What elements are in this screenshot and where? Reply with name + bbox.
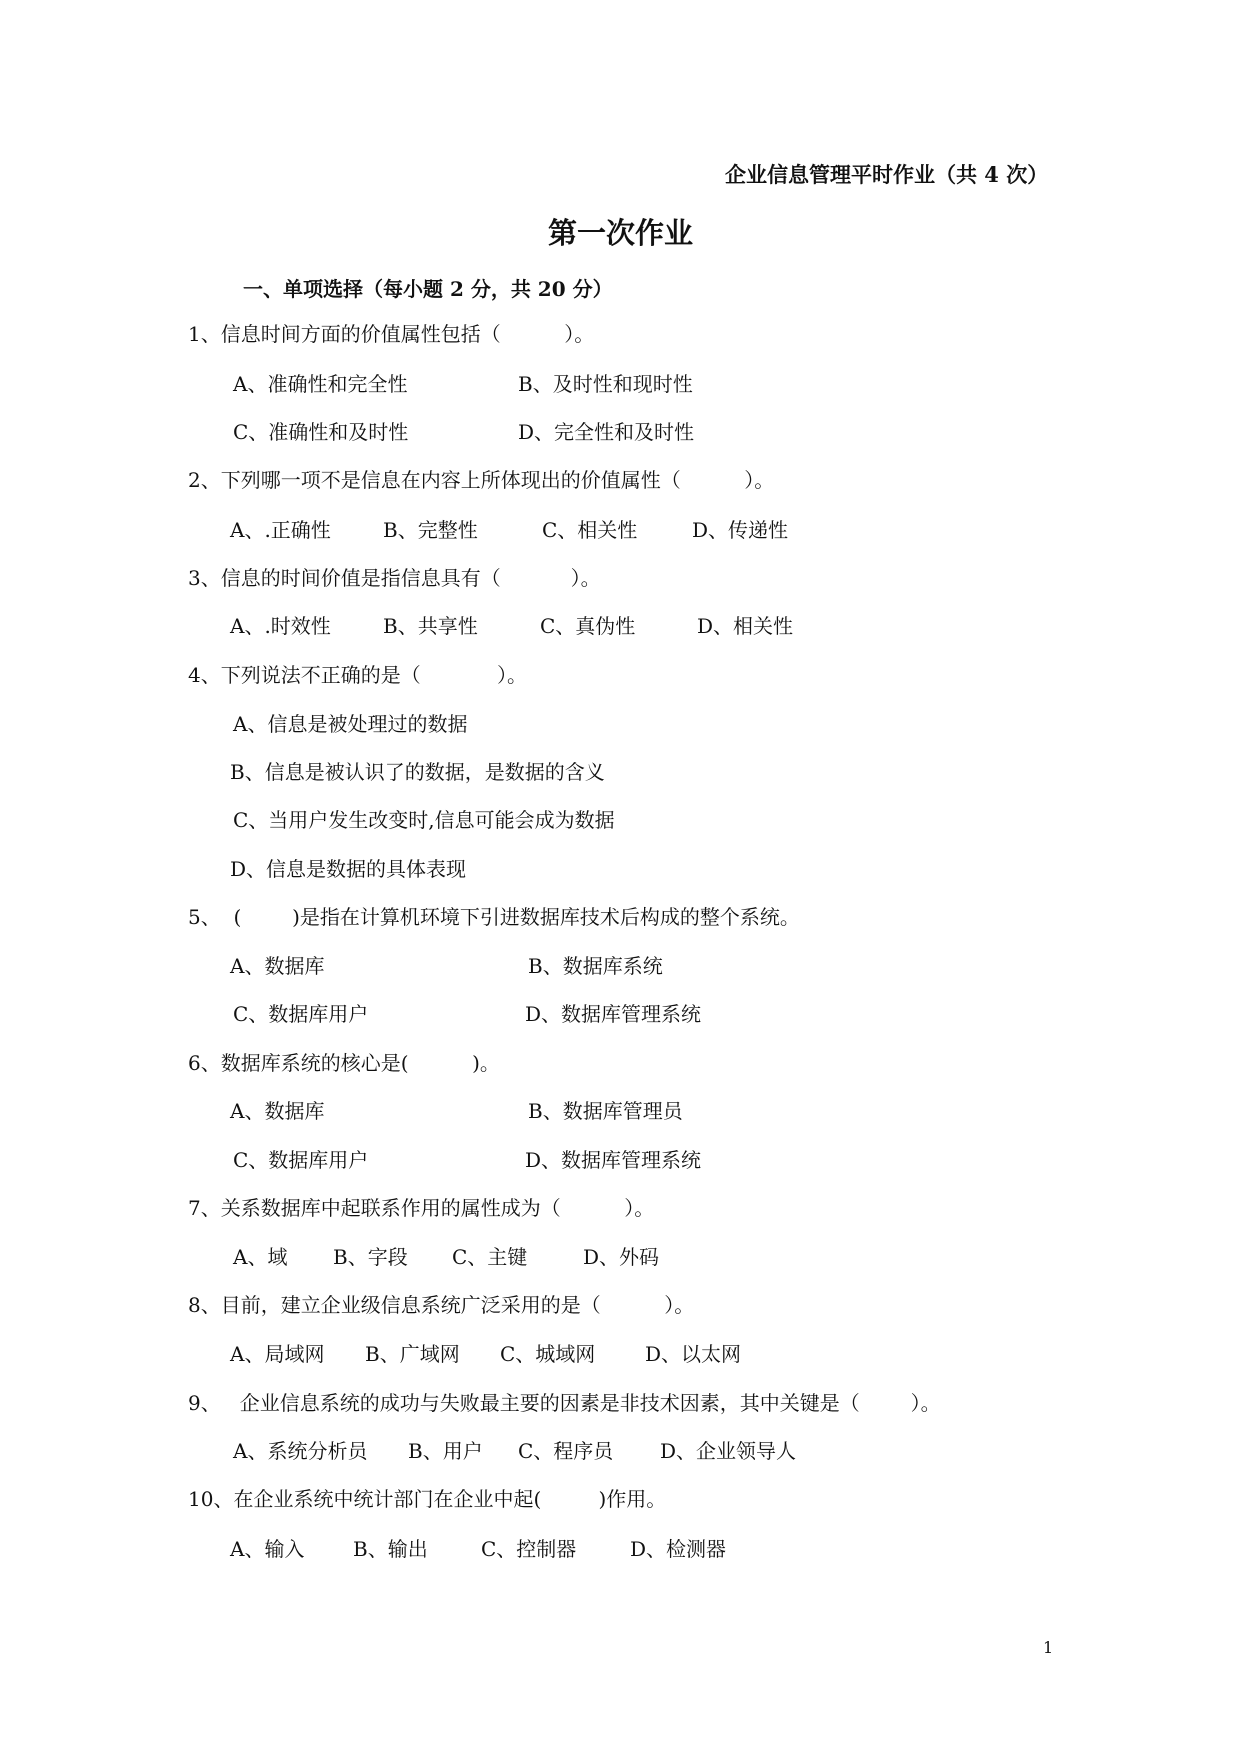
- page-number: 1: [1043, 1638, 1054, 1657]
- q7-option-a: A、域: [233, 1245, 288, 1269]
- q10-option-b: B、输出: [353, 1537, 428, 1561]
- q10-option-c: C、控制器: [481, 1537, 577, 1561]
- q2-option-c: C、相关性: [542, 518, 638, 542]
- q6-option-c: C、数据库用户: [233, 1148, 369, 1172]
- question-6: 6、数据库系统的核心是( )。: [188, 1051, 500, 1075]
- question-8: 8、目前，建立企业级信息系统广泛采用的是（ ）。: [188, 1293, 695, 1317]
- q4-option-a: A、信息是被处理过的数据: [233, 712, 468, 736]
- question-1: 1、信息时间方面的价值属性包括（ ）。: [188, 322, 595, 346]
- q2-option-d: D、传递性: [692, 518, 789, 542]
- q8-option-b: B、广域网: [365, 1342, 460, 1366]
- q7-option-d: D、外码: [583, 1245, 660, 1269]
- q1-option-b: B、及时性和现时性: [518, 372, 693, 396]
- page-title: 第一次作业: [547, 216, 693, 250]
- q10-option-d: D、检测器: [630, 1537, 727, 1561]
- q2-option-b: B、完整性: [383, 518, 478, 542]
- q9-option-d: D、企业领导人: [660, 1439, 797, 1463]
- q4-option-c: C、当用户发生改变时,信息可能会成为数据: [233, 808, 615, 832]
- q3-option-c: C、真伪性: [540, 614, 636, 638]
- q8-option-a: A、局域网: [230, 1342, 325, 1366]
- question-10: 10、在企业系统中统计部门在企业中起( )作用。: [188, 1487, 667, 1511]
- q7-option-c: C、主键: [452, 1245, 528, 1269]
- q9-option-a: A、系统分析员: [233, 1439, 368, 1463]
- question-9: 9、 企业信息系统的成功与失败最主要的因素是非技术因素，其中关键是（ ）。: [188, 1391, 941, 1415]
- q2-option-a: A、.正确性: [230, 518, 331, 542]
- q1-option-a: A、准确性和完全性: [233, 372, 408, 396]
- q8-option-c: C、城域网: [500, 1342, 596, 1366]
- q5-option-a: A、数据库: [230, 954, 325, 978]
- document-header: 企业信息管理平时作业（共 4 次）: [725, 162, 1049, 187]
- q1-option-d: D、完全性和及时性: [518, 420, 695, 444]
- q8-option-d: D、以太网: [645, 1342, 742, 1366]
- q6-option-b: B、数据库管理员: [528, 1099, 683, 1123]
- question-7: 7、关系数据库中起联系作用的属性成为（ ）。: [188, 1196, 655, 1220]
- section-heading: 一、单项选择（每小题 2 分，共 20 分）: [243, 277, 613, 301]
- q4-option-b: B、信息是被认识了的数据，是数据的含义: [230, 760, 605, 784]
- question-2: 2、下列哪一项不是信息在内容上所体现出的价值属性（ ）。: [188, 468, 775, 492]
- question-4: 4、下列说法不正确的是（ ）。: [188, 663, 528, 687]
- q5-option-c: C、数据库用户: [233, 1002, 369, 1026]
- q7-option-b: B、字段: [333, 1245, 408, 1269]
- q5-option-d: D、数据库管理系统: [525, 1002, 702, 1026]
- q9-option-b: B、用户: [408, 1439, 483, 1463]
- q3-option-a: A、.时效性: [230, 614, 331, 638]
- q3-option-b: B、共享性: [383, 614, 478, 638]
- question-5: 5、 ( )是指在计算机环境下引进数据库技术后构成的整个系统。: [188, 905, 800, 929]
- q1-option-c: C、准确性和及时性: [233, 420, 409, 444]
- q10-option-a: A、输入: [230, 1537, 305, 1561]
- q5-option-b: B、数据库系统: [528, 954, 663, 978]
- q3-option-d: D、相关性: [697, 614, 794, 638]
- q9-option-c: C、程序员: [518, 1439, 614, 1463]
- q4-option-d: D、信息是数据的具体表现: [230, 857, 467, 881]
- q6-option-a: A、数据库: [230, 1099, 325, 1123]
- question-3: 3、信息的时间价值是指信息具有（ ）。: [188, 566, 601, 590]
- q6-option-d: D、数据库管理系统: [525, 1148, 702, 1172]
